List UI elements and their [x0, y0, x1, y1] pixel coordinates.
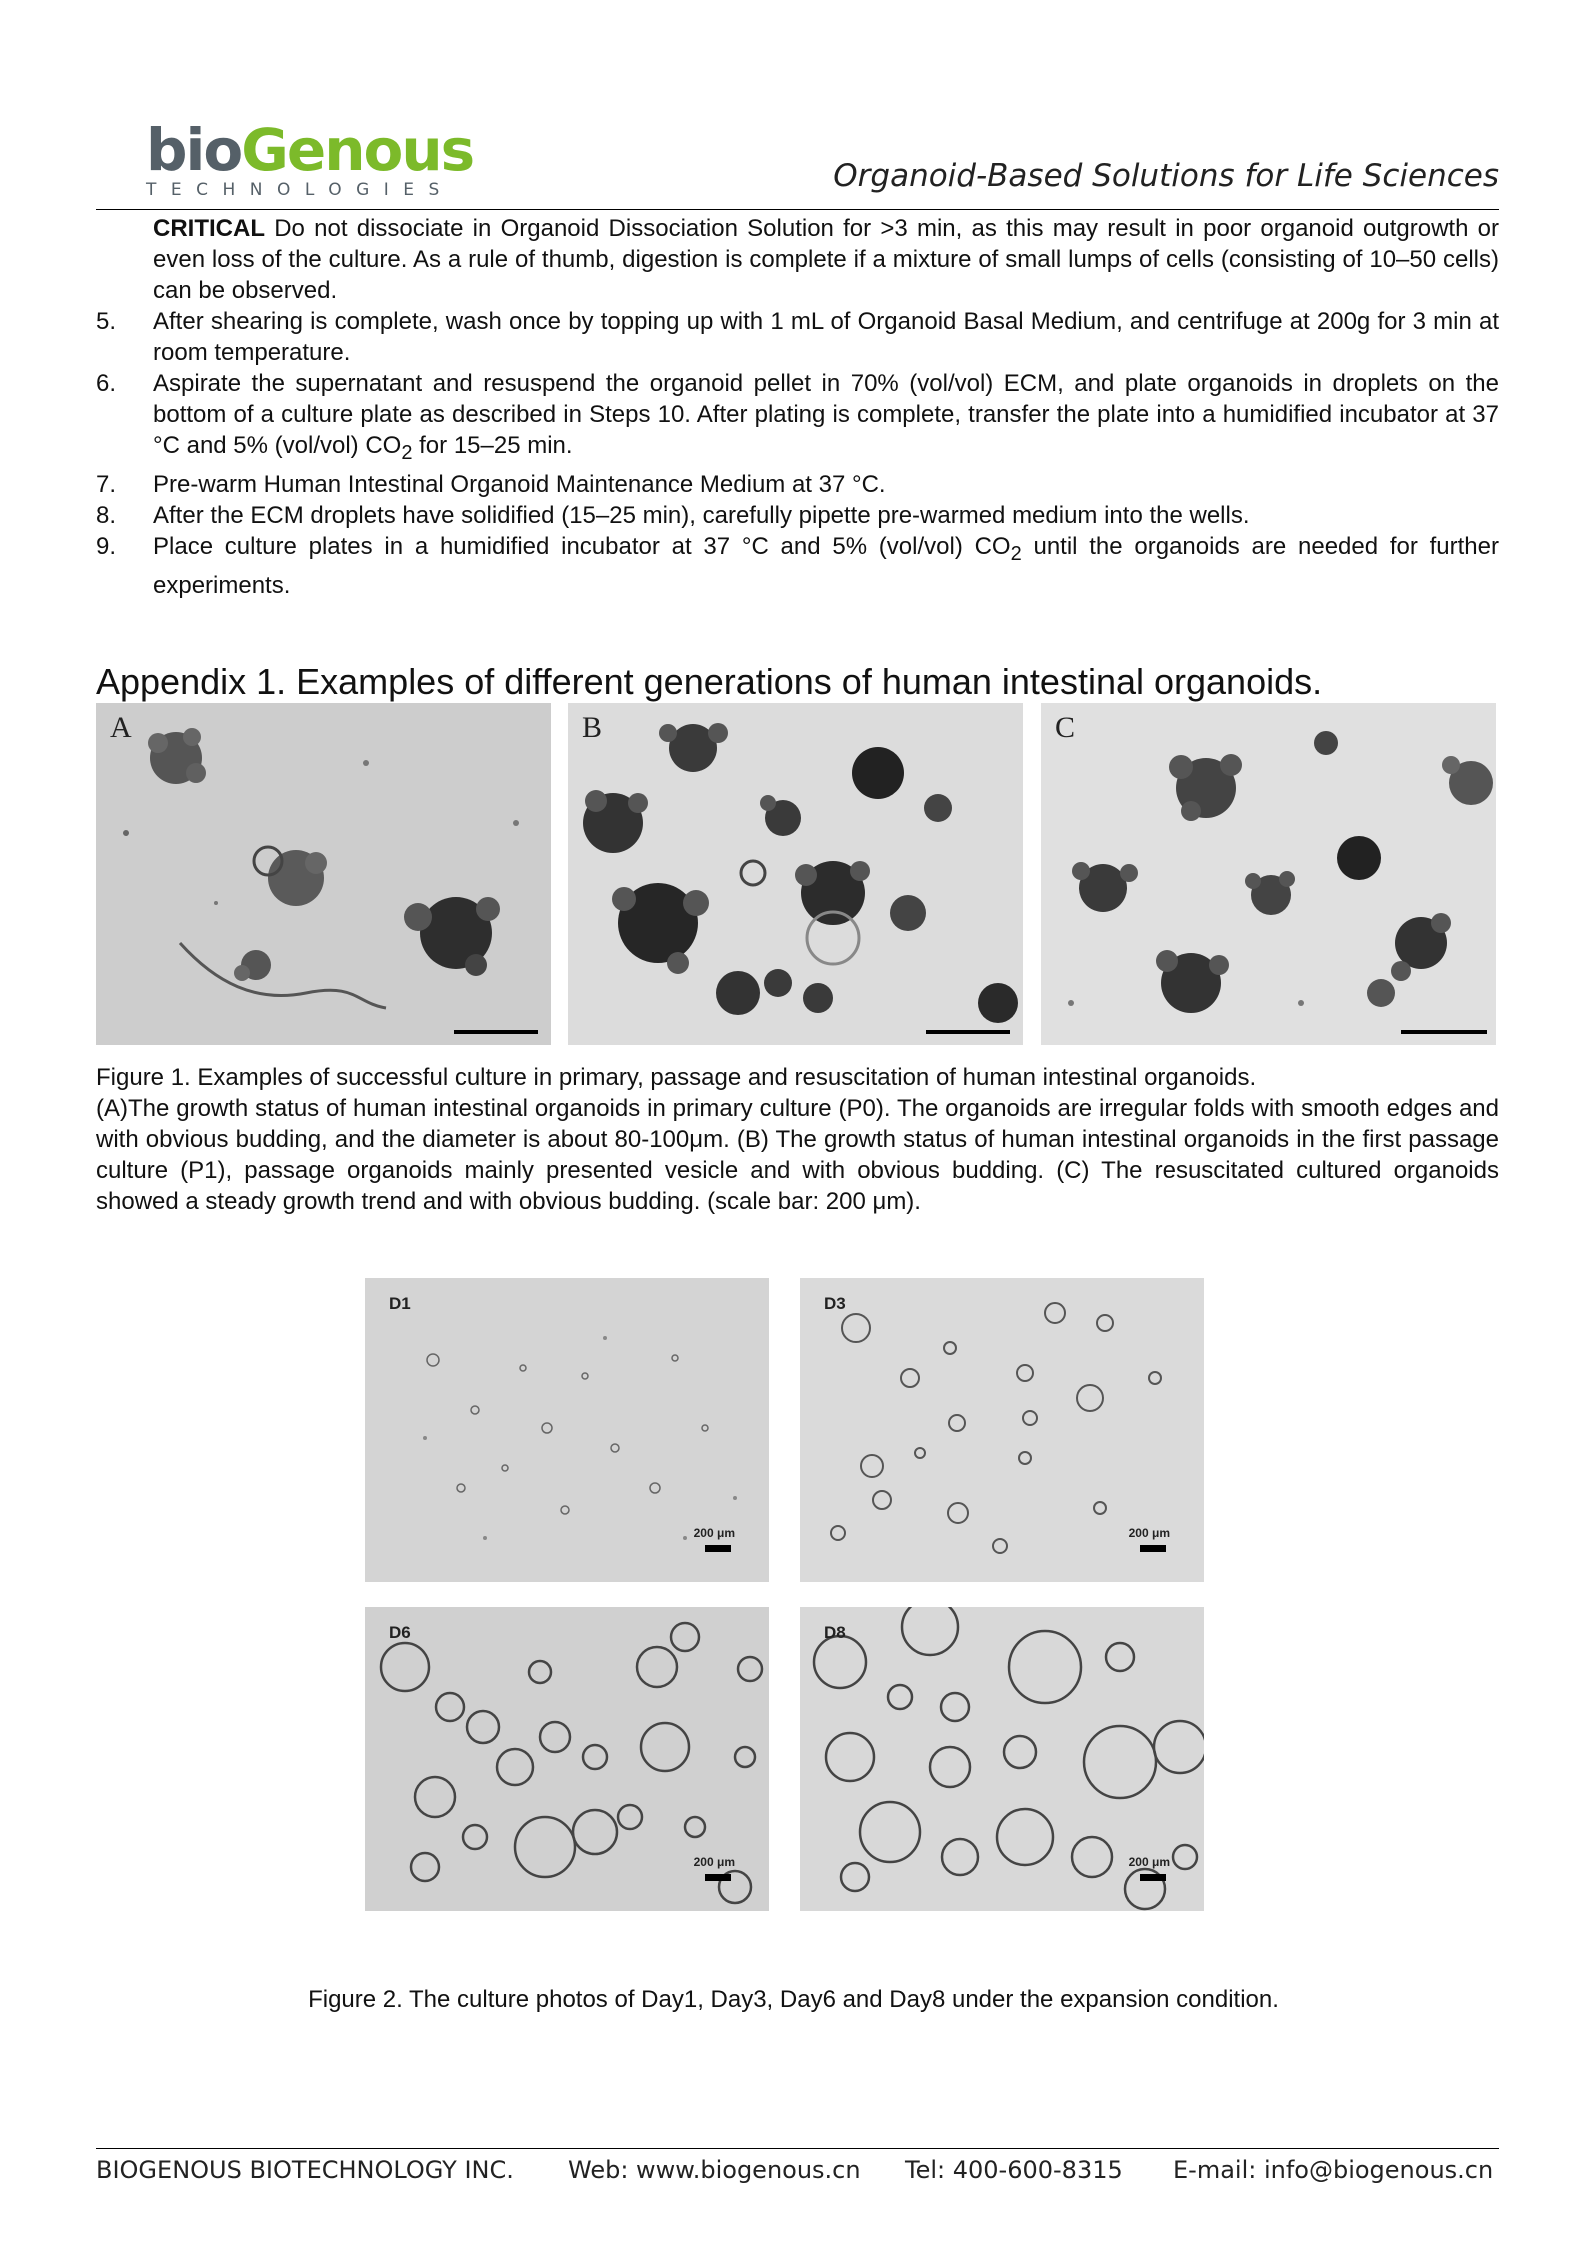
list-item: [96, 469, 1499, 500]
scale-label: 200 μm: [693, 1855, 735, 1869]
step-number: 9.: [96, 532, 117, 560]
step-text: After the ECM droplets have solidified (15–25 min), carefully pipette pre-warmed medium into the wells.: [153, 501, 1250, 529]
logo-subtitle: TECHNOLOGIES: [146, 180, 454, 200]
header-tagline: Organoid-Based Solutions for Life Sciences: [833, 158, 1499, 194]
panel-label: C: [1055, 711, 1076, 744]
figure2-caption: Figure 2. The culture photos of Day1, Day3, Day6 and Day8 under the expansion condition.: [308, 1986, 1279, 2013]
micrograph-image: [568, 703, 1023, 1045]
footer-divider: [96, 2148, 1499, 2149]
figure1-caption-body: (A)The growth status of human intestinal organoids in primary culture (P0). The organoids are irregular folds with smooth edges and with obvious budding, and the diameter is about 80-100μm. (B) The growth status of human intestinal organoids in the first passage culture (P1), passage organoids mainly presented vesicle and with obvious budding. (C) The resuscitated cultured organoids showed a steady growth trend and with obvious budding. (scale bar: 200 μm).: [96, 1095, 1499, 1215]
panel-label: B: [582, 711, 603, 744]
footer-email: E-mail: info@biogenous.cn: [1173, 2156, 1494, 2184]
figure1-panel-a: [96, 703, 551, 1045]
figure2-panel-d1: [365, 1278, 769, 1582]
company-logo: [146, 116, 474, 200]
day-label: D3: [824, 1294, 846, 1313]
list-item: [96, 531, 1499, 601]
figure1-panel-c: [1041, 703, 1496, 1045]
day-label: D6: [389, 1623, 411, 1642]
step-text: Pre-warm Human Intestinal Organoid Maintenance Medium at 37 °C.: [153, 470, 886, 498]
critical-text: Do not dissociate in Organoid Dissociation Solution for >3 min, as this may result in poor organoid outgrowth or even loss of the culture. As a rule of thumb, digestion is complete if a mixture of small lumps of cells (consisting of 10–50 cells) can be observed.: [153, 215, 1499, 304]
list-item: [96, 306, 1499, 368]
list-item: [96, 500, 1499, 531]
header-divider: [96, 209, 1499, 210]
figure1-caption: [96, 1062, 1499, 1217]
critical-note: [96, 213, 1499, 306]
panel-label: A: [110, 711, 132, 744]
step-list: [96, 306, 1499, 601]
scale-label: 200 μm: [1128, 1526, 1170, 1540]
figure2-panel-d3: [800, 1278, 1204, 1582]
scale-bar: [705, 1874, 731, 1881]
step-text: Aspirate the supernatant and resuspend the organoid pellet in 70% (vol/vol) ECM, and plate organoids in droplets on the bottom of a culture plate as described in Steps 10. After plating is complete, transfer the plate into a humidified incubator at 37 °C and 5% (vol/vol) $CO_2$ for 15–25 min.: [153, 370, 1499, 464]
micrograph-image: [96, 703, 551, 1045]
day-label: D1: [389, 1294, 411, 1313]
step-number: 8.: [96, 501, 117, 529]
scale-label: 200 μm: [1128, 1855, 1170, 1869]
list-item: [96, 368, 1499, 469]
micrograph-image: [1041, 703, 1496, 1045]
appendix-title: Appendix 1. Examples of different generations of human intestinal organoids.: [96, 661, 1323, 702]
step-number: 5.: [96, 308, 117, 335]
protocol-text: [96, 213, 1499, 601]
step-number: 7.: [96, 470, 117, 498]
logo-wordmark: bioGenous: [146, 116, 474, 184]
scale-bar: [1140, 1545, 1166, 1552]
step-number: 6.: [96, 370, 117, 397]
figure2-panel-d8: [800, 1607, 1204, 1911]
scale-bar: [1140, 1874, 1166, 1881]
scale-bar: [705, 1545, 731, 1552]
footer-tel: Tel: 400-600-8315: [905, 2156, 1123, 2184]
day-label: D8: [824, 1623, 846, 1642]
step-text: After shearing is complete, wash once by topping up with 1 mL of Organoid Basal Medium, and centrifuge at 200g for 3 min at room temperature.: [153, 308, 1499, 366]
figure1-caption-title: Figure 1. Examples of successful culture in primary, passage and resuscitation of human intestinal organoids.: [96, 1064, 1257, 1091]
figure1-panel-b: [568, 703, 1023, 1045]
figure2-panel-d6: [365, 1607, 769, 1911]
step-text: Place culture plates in a humidified incubator at 37 °C and 5% (vol/vol) $CO_2$ until the organoids are needed for further experiments.: [153, 532, 1499, 599]
critical-label: CRITICAL: [153, 215, 265, 242]
footer-web: Web: www.biogenous.cn: [568, 2156, 861, 2184]
footer-company: BIOGENOUS BIOTECHNOLOGY INC.: [96, 2156, 514, 2184]
scale-label: 200 μm: [693, 1526, 735, 1540]
